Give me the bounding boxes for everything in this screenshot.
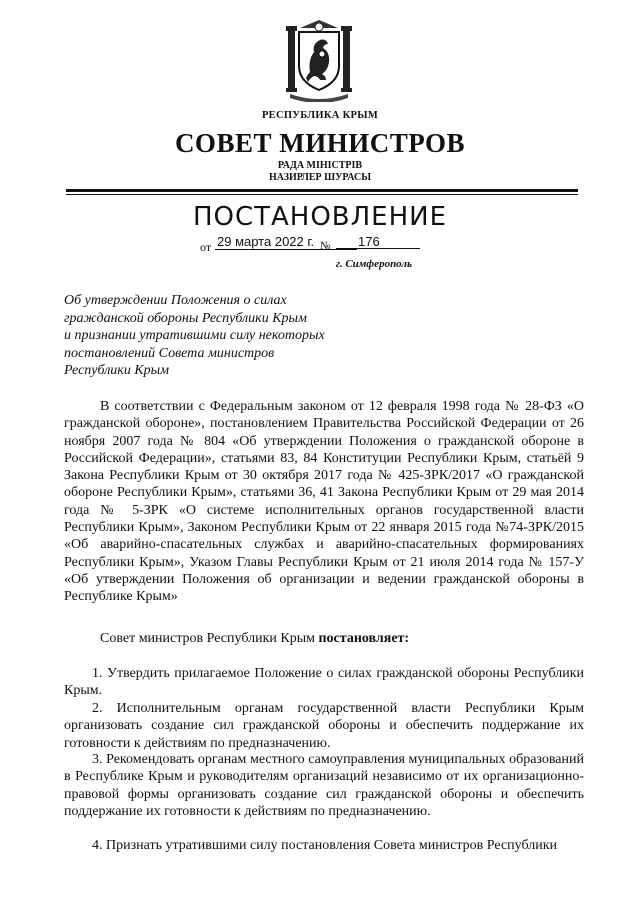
decree-item-1: 1. Утвердить прилагаемое Положение о силах гражданской обороны Республики Крым. xyxy=(64,666,584,699)
subject-line: и признании утратившими силу некоторых xyxy=(64,328,325,343)
republic-name: РЕСПУБЛИКА КРЫМ xyxy=(261,110,379,121)
date-from-label: от xyxy=(200,240,212,254)
header-divider-thin xyxy=(66,194,578,195)
preamble-paragraph: В соответствии с Федеральным законом от 12 февраля 1998 года № 28-ФЗ «О гражданской обороне», постановлением Правительства Российской Федерации от 26 ноября 2007 года № 804 «Об утверждении Положения о гражданской обороне в Российской Федерации», статьями 83, 84 Конституции Республики Крым, статьёй 9 Закона Республики Крым от 30 октября 2017 года № 425-ЗРК/2017 «О гражданской обороне Республики Крым», статьями 36, 41 Закона Республики Крым от 29 мая 2014 года № 5-ЗРК «О системе исполнительных органов государственной власти Республики Крым», Законом Республики Крым от 22 января 2015 года №74-ЗРК/2015 «Об аварийно-спасательных службах и аварийно-спасательных формированиях Республики Крым», Указом Главы Республики Крым от 21 июля 2014 года № 157-У «Об утверждении Положения об организации и ведении гражданской обороны в Республике Крым» xyxy=(64,399,584,605)
council-name: СОВЕТ МИНИСТРОВ xyxy=(174,128,466,158)
subject-line: Об утверждении Положения о силах xyxy=(64,293,287,308)
decree-dateline xyxy=(200,234,424,254)
decree-date: 29 марта 2022 г. xyxy=(215,234,357,250)
decree-item-3: 3. Рекомендовать органам местного самоуправления муниципальных образований в Республике Крым и руководителям организаций независимо от их организационно-правовой формы организовать создание сил гражданской обороны и обеспечить поддержание их готовности к действиям по предназначению. xyxy=(64,752,584,819)
number-label: № xyxy=(320,240,331,252)
decree-title: ПОСТАНОВЛЕНИЕ xyxy=(192,202,448,232)
decree-number: 176 xyxy=(336,234,420,249)
header-divider-thick xyxy=(66,189,578,192)
crimea-coat-of-arms-icon xyxy=(286,20,352,102)
resolve-line xyxy=(100,631,409,647)
decree-subject xyxy=(64,292,384,380)
decree-city: г. Симферополь xyxy=(335,258,413,270)
subject-line: Республики Крым xyxy=(64,363,170,378)
subject-line: гражданской обороны Республики Крым xyxy=(64,310,307,326)
resolve-word: постановляет: xyxy=(318,631,410,646)
council-name-ukrainian: РАДА МІНІСТРІВ xyxy=(277,160,363,171)
subject-line: постановлений Совета министров xyxy=(64,345,275,361)
council-name-crimean-tatar: НАЗИРЛЕР ШУРАСЫ xyxy=(268,172,372,183)
decree-item-4: 4. Признать утратившими силу постановления Совета министров Республики xyxy=(92,838,558,853)
resolve-prefix: Совет министров Республики Крым xyxy=(100,631,319,646)
decree-item-2: 2. Исполнительным органам государственной власти Республики Крым организовать создание сил гражданской обороны и обеспечить поддержание их готовности к действиям по предназначению. xyxy=(64,701,584,751)
